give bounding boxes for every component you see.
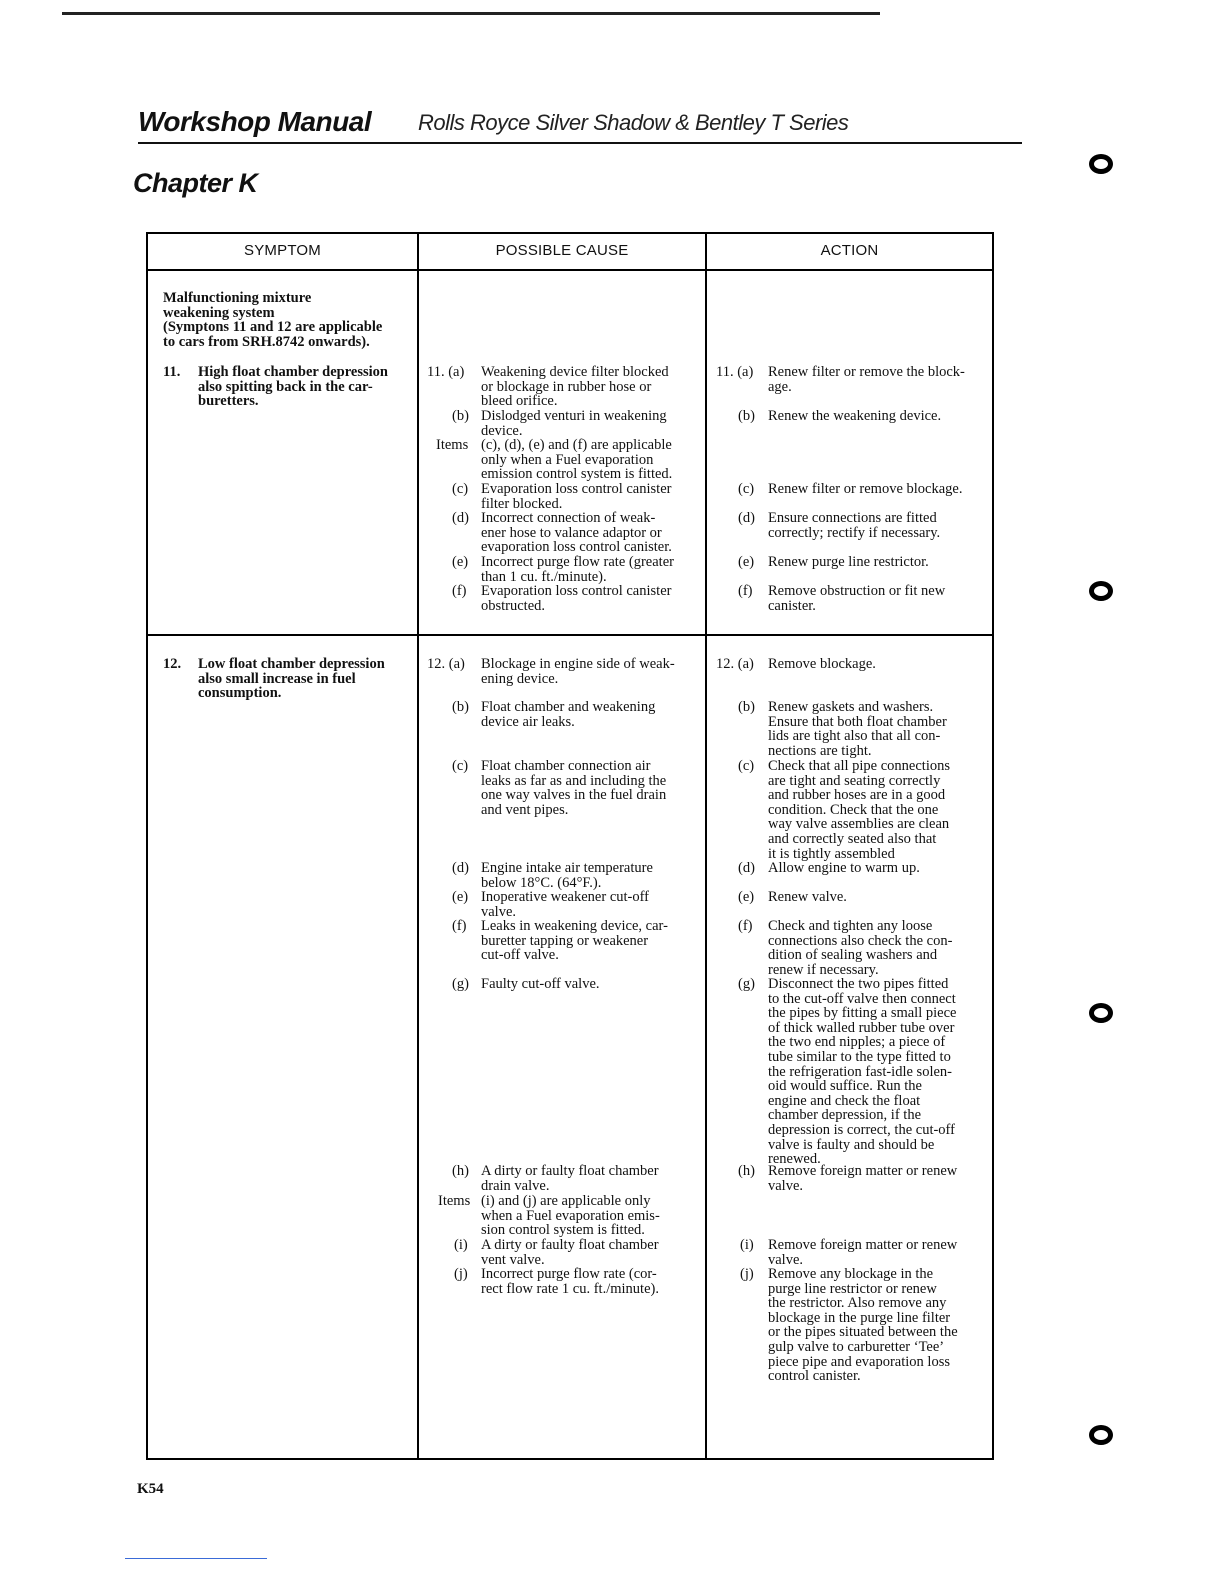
column-header-symptom: SYMPTOM: [244, 242, 321, 259]
punch-hole-icon: [1089, 154, 1113, 174]
cause-text: Inoperative weakener cut-off valve.: [481, 889, 650, 920]
item-label: (d): [452, 860, 469, 876]
item-label: (e): [738, 554, 755, 570]
cause-text: Dislodged venturi in weakening device.: [481, 408, 667, 439]
cause-text: A dirty or faulty float chamber vent valve.: [481, 1237, 659, 1268]
item-label: (j): [740, 1266, 754, 1282]
item-label: 11. (a): [427, 364, 465, 380]
symptom-number: 12.: [163, 656, 182, 672]
action-text: Remove blockage.: [768, 656, 876, 672]
column-divider: [705, 232, 707, 1460]
item-label: 12. (a): [427, 656, 465, 672]
action-text: Renew filter or remove the block- age.: [768, 364, 965, 395]
action-text: Check that all pipe connections are tight and seating correctly and rubber hoses are in a good condition. Check that the one way valve assemblies are clean and correctly seated also that it is tightly assembled: [768, 758, 951, 862]
manual-subtitle: Rolls Royce Silver Shadow & Bentley T Series: [418, 110, 849, 135]
action-text: Renew the weakening device.: [768, 408, 942, 424]
item-label: (c): [452, 481, 469, 497]
action-text: Remove obstruction or fit new canister.: [768, 583, 946, 614]
item-label: (g): [452, 976, 469, 992]
column-header-action: ACTION: [820, 242, 879, 259]
action-text: Remove foreign matter or renew valve.: [768, 1237, 958, 1268]
item-label: Items: [436, 437, 469, 453]
header-rule: [138, 142, 1022, 144]
cause-text: Blockage in engine side of weak- ening device.: [481, 656, 675, 687]
item-label: (e): [452, 889, 469, 905]
cause-text: (i) and (j) are applicable only when a Fuel evaporation emis- sion control system is fitted.: [481, 1193, 660, 1239]
cause-text: Float chamber and weakening device air leaks.: [481, 699, 656, 730]
item-label: (d): [738, 510, 755, 526]
page-number: K54: [137, 1481, 164, 1497]
item-label: (d): [452, 510, 469, 526]
page-header: [138, 106, 1022, 146]
item-label: (b): [452, 699, 469, 715]
item-label: (c): [452, 758, 469, 774]
symptom-text: Low float chamber depression also small increase in fuel consumption.: [198, 656, 385, 702]
cause-text: Faulty cut-off valve.: [481, 976, 600, 992]
item-label: (g): [738, 976, 755, 992]
cause-text: Evaporation loss control canister obstructed.: [481, 583, 672, 614]
item-label: (h): [738, 1163, 755, 1179]
action-text: Renew gaskets and washers. Ensure that both float chamber lids are tight also that all con- nections are tight.: [768, 699, 947, 759]
manual-title: Workshop Manual: [138, 106, 372, 137]
header-row-divider: [146, 269, 994, 271]
cause-text: (c), (d), (e) and (f) are applicable only when a Fuel evaporation emission control system is fitted.: [481, 437, 673, 483]
action-text: Remove foreign matter or renew valve.: [768, 1163, 958, 1194]
cause-text: Incorrect purge flow rate (cor- rect flow rate 1 cu. ft./minute).: [481, 1266, 659, 1297]
cause-text: A dirty or faulty float chamber drain valve.: [481, 1163, 659, 1194]
action-text: Remove any blockage in the purge line restrictor or renew the restrictor. Also remove any blockage in the purge line filter or the pipes situated between the gulp valve to carburetter ‘Tee’ piece pipe and evaporation loss control canister.: [768, 1266, 958, 1385]
cause-text: Weakening device filter blocked or blockage in rubber hose or bleed orifice.: [481, 364, 669, 410]
cause-text: Float chamber connection air leaks as far as and including the one way valves in the fuel drain and vent pipes.: [481, 758, 667, 818]
section-note: (Symptons 11 and 12 are applicable to cars from SRH.8742 onwards).: [163, 319, 383, 350]
item-label: (i): [740, 1237, 754, 1253]
cause-text: Incorrect connection of weak- ener hose to valance adaptor or evaporation loss control canister.: [481, 510, 672, 556]
cause-text: Evaporation loss control canister filter blocked.: [481, 481, 672, 512]
action-text: Allow engine to warm up.: [768, 860, 920, 876]
action-text: Renew filter or remove blockage.: [768, 481, 963, 497]
action-text: Renew valve.: [768, 889, 847, 905]
item-label: (i): [454, 1237, 468, 1253]
item-label: (c): [738, 758, 755, 774]
item-label: (d): [738, 860, 755, 876]
punch-hole-icon: [1089, 581, 1113, 601]
action-text: Ensure connections are fitted correctly; rectify if necessary.: [768, 510, 941, 541]
punch-hole-icon: [1089, 1003, 1113, 1023]
item-label: (h): [452, 1163, 469, 1179]
item-label: (b): [738, 408, 755, 424]
item-label: (c): [738, 481, 755, 497]
item-label: (b): [452, 408, 469, 424]
row-divider: [146, 634, 994, 636]
item-label: Items: [438, 1193, 471, 1209]
item-label: (b): [738, 699, 755, 715]
action-text: Disconnect the two pipes fitted to the cut-off valve then connect the pipes by fitting a small piece of thick walled rubber tube over the two end nipples; a piece of tube similar to the type fitted to the refrigeration fast-idle solen- oid would suffice. Run the engine and check the float chamber depression, if the depression is correct, the cut-off valve is faulty and should be renewed.: [768, 976, 957, 1168]
item-label: (f): [738, 583, 753, 599]
column-divider: [417, 232, 419, 1460]
item-label: (f): [738, 918, 753, 934]
punch-hole-icon: [1089, 1425, 1113, 1445]
item-label: (e): [452, 554, 469, 570]
symptom-text: High float chamber depression also spitting back in the car- buretters.: [198, 364, 388, 410]
cause-text: Engine intake air temperature below 18°C. (64°F.).: [481, 860, 653, 891]
bottom-rule: [125, 1558, 267, 1559]
column-header-possible-cause: POSSIBLE CAUSE: [495, 242, 629, 259]
item-label: (f): [452, 918, 467, 934]
action-text: Check and tighten any loose connections also check the con- dition of sealing washers and renew if necessary.: [768, 918, 953, 978]
top-rule: [62, 12, 880, 15]
item-label: (f): [452, 583, 467, 599]
cause-text: Incorrect purge flow rate (greater than 1 cu. ft./minute).: [481, 554, 674, 585]
item-label: 11. (a): [716, 364, 754, 380]
section-title: Malfunctioning mixture weakening system: [163, 290, 312, 321]
cause-text: Leaks in weakening device, car- buretter tapping or weakener cut-off valve.: [481, 918, 668, 964]
item-label: 12. (a): [716, 656, 754, 672]
symptom-number: 11.: [163, 364, 181, 380]
item-label: (j): [454, 1266, 468, 1282]
action-text: Renew purge line restrictor.: [768, 554, 929, 570]
chapter-title: Chapter K: [133, 168, 258, 198]
item-label: (e): [738, 889, 755, 905]
